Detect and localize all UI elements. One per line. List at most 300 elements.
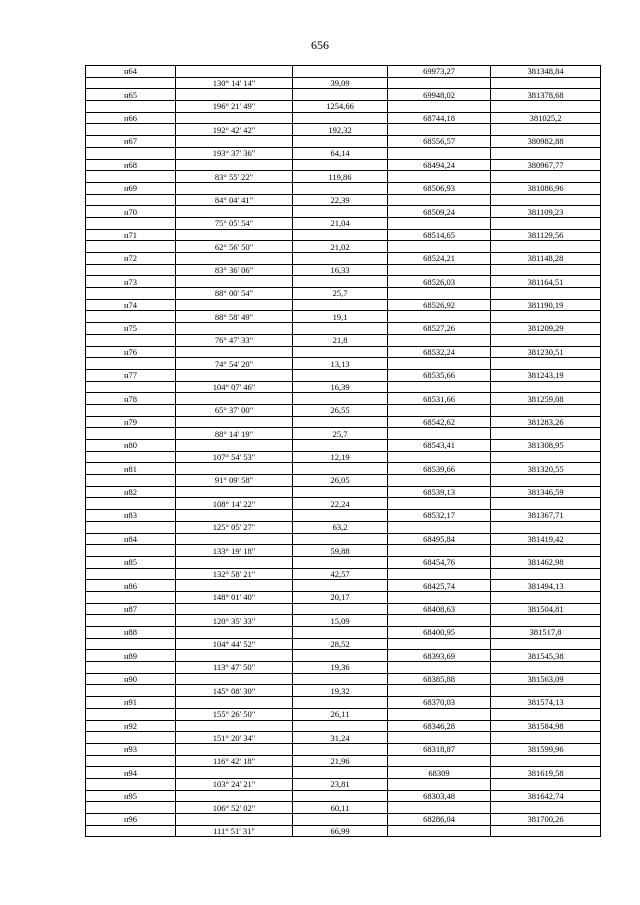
- point-cell: н95: [86, 790, 176, 802]
- empty-cell: [86, 264, 176, 276]
- direction-angle-cell: 88° 58' 49": [176, 311, 293, 323]
- y-coordinate-cell: 381462,98: [491, 556, 601, 568]
- segment-length-cell: 63,2: [293, 521, 388, 533]
- empty-cell: [388, 381, 491, 393]
- table-row-point: [86, 697, 601, 709]
- table-row-segment: [86, 217, 601, 229]
- table-row-segment: [86, 825, 601, 837]
- direction-angle-cell: 84° 04' 41": [176, 194, 293, 206]
- direction-angle-cell: 196° 21' 49": [176, 101, 293, 113]
- x-coordinate-cell: 68514,65: [388, 229, 491, 241]
- direction-angle-cell: 83° 55' 22": [176, 171, 293, 183]
- table-row-segment: [86, 311, 601, 323]
- point-cell: н85: [86, 556, 176, 568]
- empty-cell: [86, 802, 176, 814]
- table-row-point: [86, 276, 601, 288]
- x-coordinate-cell: 68495,84: [388, 533, 491, 545]
- x-coordinate-cell: 68454,76: [388, 556, 491, 568]
- empty-cell: [388, 311, 491, 323]
- empty-cell: [176, 276, 293, 288]
- empty-cell: [491, 591, 601, 603]
- empty-cell: [491, 171, 601, 183]
- x-coordinate-cell: 68393,69: [388, 650, 491, 662]
- segment-length-cell: 20,17: [293, 591, 388, 603]
- empty-cell: [388, 358, 491, 370]
- empty-cell: [86, 545, 176, 557]
- empty-cell: [293, 790, 388, 802]
- empty-cell: [86, 732, 176, 744]
- empty-cell: [293, 627, 388, 639]
- point-cell: н80: [86, 440, 176, 452]
- empty-cell: [293, 299, 388, 311]
- empty-cell: [388, 545, 491, 557]
- point-cell: н92: [86, 720, 176, 732]
- table-row-point: [86, 393, 601, 405]
- empty-cell: [491, 802, 601, 814]
- y-coordinate-cell: 380967,77: [491, 159, 601, 171]
- table-row-point: [86, 627, 601, 639]
- empty-cell: [176, 627, 293, 639]
- empty-cell: [388, 241, 491, 253]
- table-row-segment: [86, 591, 601, 603]
- empty-cell: [388, 77, 491, 89]
- point-cell: н72: [86, 253, 176, 265]
- empty-cell: [293, 89, 388, 101]
- empty-cell: [86, 381, 176, 393]
- empty-cell: [388, 147, 491, 159]
- y-coordinate-cell: 381086,96: [491, 182, 601, 194]
- empty-cell: [86, 825, 176, 837]
- segment-length-cell: 26,55: [293, 404, 388, 416]
- point-cell: н82: [86, 486, 176, 498]
- empty-cell: [388, 171, 491, 183]
- table-row-point: [86, 323, 601, 335]
- empty-cell: [388, 475, 491, 487]
- empty-cell: [86, 194, 176, 206]
- point-cell: н84: [86, 533, 176, 545]
- empty-cell: [176, 720, 293, 732]
- x-coordinate-cell: 68531,66: [388, 393, 491, 405]
- direction-angle-cell: 107° 54' 53": [176, 451, 293, 463]
- x-coordinate-cell: 68286,04: [388, 814, 491, 826]
- empty-cell: [176, 346, 293, 358]
- point-cell: н94: [86, 767, 176, 779]
- empty-cell: [176, 814, 293, 826]
- empty-cell: [86, 404, 176, 416]
- table-row-segment: [86, 708, 601, 720]
- direction-angle-cell: 91° 09' 58": [176, 475, 293, 487]
- empty-cell: [86, 147, 176, 159]
- segment-length-cell: 28,52: [293, 638, 388, 650]
- direction-angle-cell: 113° 47' 50": [176, 662, 293, 674]
- point-cell: н89: [86, 650, 176, 662]
- empty-cell: [293, 486, 388, 498]
- table-row-point: [86, 533, 601, 545]
- direction-angle-cell: 111° 51' 31": [176, 825, 293, 837]
- direction-angle-cell: 83° 36' 06": [176, 264, 293, 276]
- y-coordinate-cell: 381563,09: [491, 673, 601, 685]
- empty-cell: [293, 580, 388, 592]
- empty-cell: [388, 568, 491, 580]
- x-coordinate-cell: 68318,87: [388, 743, 491, 755]
- empty-cell: [388, 124, 491, 136]
- point-cell: н81: [86, 463, 176, 475]
- table-row-segment: [86, 194, 601, 206]
- table-row-point: [86, 510, 601, 522]
- empty-cell: [176, 159, 293, 171]
- empty-cell: [491, 241, 601, 253]
- empty-cell: [293, 510, 388, 522]
- table-row-segment: [86, 264, 601, 276]
- x-coordinate-cell: 68543,41: [388, 440, 491, 452]
- point-cell: н86: [86, 580, 176, 592]
- point-cell: н74: [86, 299, 176, 311]
- coordinates-table: [85, 65, 601, 837]
- empty-cell: [176, 89, 293, 101]
- segment-length-cell: 31,24: [293, 732, 388, 744]
- empty-cell: [293, 416, 388, 428]
- empty-cell: [388, 404, 491, 416]
- segment-length-cell: 16,39: [293, 381, 388, 393]
- x-coordinate-cell: 69973,27: [388, 66, 491, 78]
- empty-cell: [176, 580, 293, 592]
- empty-cell: [491, 428, 601, 440]
- segment-length-cell: 21,02: [293, 241, 388, 253]
- y-coordinate-cell: 381283,26: [491, 416, 601, 428]
- empty-cell: [293, 159, 388, 171]
- empty-cell: [293, 393, 388, 405]
- table-row-point: [86, 603, 601, 615]
- empty-cell: [388, 217, 491, 229]
- empty-cell: [491, 475, 601, 487]
- empty-cell: [86, 685, 176, 697]
- empty-cell: [491, 217, 601, 229]
- x-coordinate-cell: 68509,24: [388, 206, 491, 218]
- empty-cell: [86, 241, 176, 253]
- segment-length-cell: 16,33: [293, 264, 388, 276]
- empty-cell: [86, 358, 176, 370]
- direction-angle-cell: 106° 52' 02": [176, 802, 293, 814]
- y-coordinate-cell: 381129,56: [491, 229, 601, 241]
- point-cell: н65: [86, 89, 176, 101]
- empty-cell: [176, 533, 293, 545]
- table-row-point: [86, 253, 601, 265]
- direction-angle-cell: 192° 42' 42": [176, 124, 293, 136]
- empty-cell: [293, 229, 388, 241]
- direction-angle-cell: 133° 19' 18": [176, 545, 293, 557]
- segment-length-cell: 19,32: [293, 685, 388, 697]
- empty-cell: [491, 404, 601, 416]
- table-row-segment: [86, 147, 601, 159]
- empty-cell: [293, 556, 388, 568]
- table-row-segment: [86, 358, 601, 370]
- y-coordinate-cell: 381504,81: [491, 603, 601, 615]
- point-cell: н67: [86, 136, 176, 148]
- segment-length-cell: 23,81: [293, 778, 388, 790]
- point-cell: н96: [86, 814, 176, 826]
- empty-cell: [491, 334, 601, 346]
- empty-cell: [86, 708, 176, 720]
- empty-cell: [293, 767, 388, 779]
- y-coordinate-cell: 381230,51: [491, 346, 601, 358]
- point-cell: н78: [86, 393, 176, 405]
- empty-cell: [86, 124, 176, 136]
- empty-cell: [388, 334, 491, 346]
- empty-cell: [86, 217, 176, 229]
- direction-angle-cell: 103° 24' 21": [176, 778, 293, 790]
- segment-length-cell: 21,8: [293, 334, 388, 346]
- empty-cell: [176, 393, 293, 405]
- table-row-segment: [86, 498, 601, 510]
- table-row-point: [86, 89, 601, 101]
- direction-angle-cell: 76° 47' 33": [176, 334, 293, 346]
- table-row-segment: [86, 662, 601, 674]
- point-cell: н71: [86, 229, 176, 241]
- empty-cell: [491, 288, 601, 300]
- segment-length-cell: 15,09: [293, 615, 388, 627]
- table-row-segment: [86, 475, 601, 487]
- segment-length-cell: 12,19: [293, 451, 388, 463]
- x-coordinate-cell: 68539,13: [388, 486, 491, 498]
- empty-cell: [491, 124, 601, 136]
- x-coordinate-cell: 68535,66: [388, 369, 491, 381]
- empty-cell: [176, 440, 293, 452]
- table-row-segment: [86, 451, 601, 463]
- x-coordinate-cell: 68408,63: [388, 603, 491, 615]
- empty-cell: [176, 767, 293, 779]
- table-row-segment: [86, 568, 601, 580]
- segment-length-cell: 19,1: [293, 311, 388, 323]
- point-cell: н93: [86, 743, 176, 755]
- segment-length-cell: 19,36: [293, 662, 388, 674]
- empty-cell: [176, 253, 293, 265]
- empty-cell: [388, 288, 491, 300]
- empty-cell: [388, 638, 491, 650]
- empty-cell: [491, 147, 601, 159]
- empty-cell: [388, 825, 491, 837]
- x-coordinate-cell: 68526,92: [388, 299, 491, 311]
- table-row-segment: [86, 334, 601, 346]
- table-row-segment: [86, 615, 601, 627]
- empty-cell: [491, 311, 601, 323]
- empty-cell: [176, 790, 293, 802]
- table-row-point: [86, 112, 601, 124]
- empty-cell: [491, 615, 601, 627]
- x-coordinate-cell: 68370,03: [388, 697, 491, 709]
- direction-angle-cell: 155° 26' 50": [176, 708, 293, 720]
- y-coordinate-cell: 381419,42: [491, 533, 601, 545]
- empty-cell: [86, 755, 176, 767]
- segment-length-cell: 192,32: [293, 124, 388, 136]
- table-row-point: [86, 814, 601, 826]
- x-coordinate-cell: 68527,26: [388, 323, 491, 335]
- empty-cell: [176, 416, 293, 428]
- x-coordinate-cell: 68400,95: [388, 627, 491, 639]
- empty-cell: [491, 451, 601, 463]
- x-coordinate-cell: 68524,21: [388, 253, 491, 265]
- segment-length-cell: 26,05: [293, 475, 388, 487]
- empty-cell: [293, 323, 388, 335]
- table-row-segment: [86, 778, 601, 790]
- y-coordinate-cell: 381494,13: [491, 580, 601, 592]
- y-coordinate-cell: 381584,98: [491, 720, 601, 732]
- table-row-point: [86, 416, 601, 428]
- table-row-point: [86, 743, 601, 755]
- empty-cell: [176, 603, 293, 615]
- empty-cell: [491, 545, 601, 557]
- x-coordinate-cell: 68309: [388, 767, 491, 779]
- empty-cell: [388, 732, 491, 744]
- empty-cell: [388, 101, 491, 113]
- direction-angle-cell: 104° 44' 52": [176, 638, 293, 650]
- empty-cell: [491, 358, 601, 370]
- empty-cell: [388, 662, 491, 674]
- empty-cell: [293, 346, 388, 358]
- empty-cell: [491, 381, 601, 393]
- empty-cell: [388, 802, 491, 814]
- direction-angle-cell: 104° 07' 46": [176, 381, 293, 393]
- empty-cell: [176, 510, 293, 522]
- empty-cell: [293, 673, 388, 685]
- table-row-segment: [86, 241, 601, 253]
- empty-cell: [491, 662, 601, 674]
- empty-cell: [86, 288, 176, 300]
- empty-cell: [293, 743, 388, 755]
- y-coordinate-cell: 380982,88: [491, 136, 601, 148]
- y-coordinate-cell: 381367,71: [491, 510, 601, 522]
- empty-cell: [293, 697, 388, 709]
- empty-cell: [388, 264, 491, 276]
- direction-angle-cell: 130° 14' 14": [176, 77, 293, 89]
- x-coordinate-cell: 68556,57: [388, 136, 491, 148]
- empty-cell: [293, 66, 388, 78]
- empty-cell: [293, 112, 388, 124]
- table-row-point: [86, 790, 601, 802]
- empty-cell: [293, 440, 388, 452]
- direction-angle-cell: 108° 14' 22": [176, 498, 293, 510]
- direction-angle-cell: 65° 37' 00": [176, 404, 293, 416]
- direction-angle-cell: 74° 54' 20": [176, 358, 293, 370]
- empty-cell: [86, 475, 176, 487]
- table-row-segment: [86, 404, 601, 416]
- table-row-point: [86, 346, 601, 358]
- x-coordinate-cell: 69948,02: [388, 89, 491, 101]
- empty-cell: [176, 673, 293, 685]
- segment-length-cell: 42,57: [293, 568, 388, 580]
- y-coordinate-cell: 381574,13: [491, 697, 601, 709]
- y-coordinate-cell: 381346,59: [491, 486, 601, 498]
- empty-cell: [491, 77, 601, 89]
- table-row-point: [86, 229, 601, 241]
- y-coordinate-cell: 381619,58: [491, 767, 601, 779]
- y-coordinate-cell: 381545,38: [491, 650, 601, 662]
- empty-cell: [176, 556, 293, 568]
- point-cell: н77: [86, 369, 176, 381]
- y-coordinate-cell: 381308,95: [491, 440, 601, 452]
- table-row-segment: [86, 171, 601, 183]
- empty-cell: [491, 498, 601, 510]
- empty-cell: [293, 182, 388, 194]
- direction-angle-cell: 148° 01' 40": [176, 591, 293, 603]
- table-row-segment: [86, 755, 601, 767]
- point-cell: н66: [86, 112, 176, 124]
- point-cell: н70: [86, 206, 176, 218]
- x-coordinate-cell: 68303,48: [388, 790, 491, 802]
- empty-cell: [176, 182, 293, 194]
- direction-angle-cell: 132° 58' 21": [176, 568, 293, 580]
- empty-cell: [293, 720, 388, 732]
- y-coordinate-cell: 381599,96: [491, 743, 601, 755]
- table-row-segment: [86, 381, 601, 393]
- empty-cell: [293, 276, 388, 288]
- empty-cell: [388, 615, 491, 627]
- table-row-point: [86, 463, 601, 475]
- point-cell: н69: [86, 182, 176, 194]
- empty-cell: [176, 136, 293, 148]
- segment-length-cell: 25,7: [293, 288, 388, 300]
- empty-cell: [491, 685, 601, 697]
- direction-angle-cell: 75° 05' 54": [176, 217, 293, 229]
- table-row-segment: [86, 685, 601, 697]
- x-coordinate-cell: 68542,62: [388, 416, 491, 428]
- point-cell: н90: [86, 673, 176, 685]
- empty-cell: [491, 755, 601, 767]
- segment-length-cell: 39,09: [293, 77, 388, 89]
- empty-cell: [491, 638, 601, 650]
- empty-cell: [388, 521, 491, 533]
- y-coordinate-cell: 381348,84: [491, 66, 601, 78]
- segment-length-cell: 25,7: [293, 428, 388, 440]
- empty-cell: [176, 369, 293, 381]
- x-coordinate-cell: 68385,88: [388, 673, 491, 685]
- point-cell: н75: [86, 323, 176, 335]
- empty-cell: [293, 206, 388, 218]
- segment-length-cell: 22,24: [293, 498, 388, 510]
- segment-length-cell: 66,99: [293, 825, 388, 837]
- table-row-segment: [86, 802, 601, 814]
- y-coordinate-cell: 381243,19: [491, 369, 601, 381]
- table-row-point: [86, 136, 601, 148]
- empty-cell: [491, 708, 601, 720]
- empty-cell: [86, 77, 176, 89]
- table-row-segment: [86, 288, 601, 300]
- table-row-point: [86, 299, 601, 311]
- point-cell: н73: [86, 276, 176, 288]
- empty-cell: [86, 638, 176, 650]
- empty-cell: [176, 650, 293, 662]
- table-row-point: [86, 720, 601, 732]
- direction-angle-cell: 193° 37' 36": [176, 147, 293, 159]
- table-row-point: [86, 767, 601, 779]
- y-coordinate-cell: 381517,8: [491, 627, 601, 639]
- empty-cell: [388, 498, 491, 510]
- empty-cell: [176, 743, 293, 755]
- empty-cell: [176, 206, 293, 218]
- table-row-segment: [86, 124, 601, 136]
- empty-cell: [86, 171, 176, 183]
- segment-length-cell: 59,88: [293, 545, 388, 557]
- empty-cell: [491, 101, 601, 113]
- table-row-point: [86, 556, 601, 568]
- empty-cell: [86, 778, 176, 790]
- empty-cell: [491, 825, 601, 837]
- empty-cell: [491, 778, 601, 790]
- empty-cell: [86, 521, 176, 533]
- point-cell: н76: [86, 346, 176, 358]
- table-row-point: [86, 673, 601, 685]
- empty-cell: [293, 253, 388, 265]
- y-coordinate-cell: 381642,74: [491, 790, 601, 802]
